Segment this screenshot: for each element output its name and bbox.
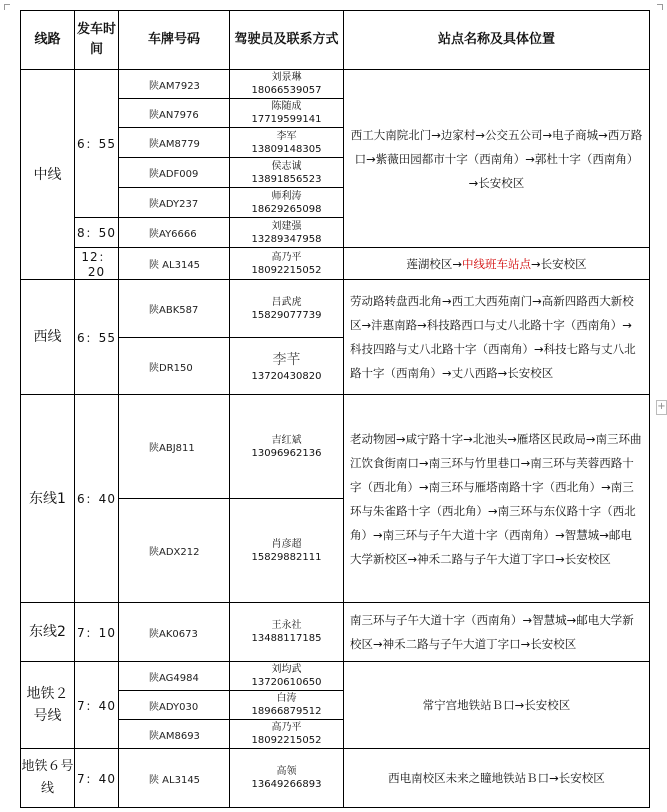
plate-number: 陕AM7923 [119, 70, 230, 99]
driver-phone: 13809148305 [251, 143, 322, 155]
route-name: 中线 [21, 70, 75, 280]
table-row [21, 395, 650, 499]
stops-description: 西工大南院北门→边家村→公交五公司→电子商城→西万路口→紫薇田园都市十字（西南角）→郭杜十字（西南角）→长安校区 [344, 70, 650, 248]
header-driver: 驾驶员及联系方式 [230, 11, 344, 70]
driver-name: 高乃平 [271, 722, 302, 733]
plate-number: 陕ADY030 [119, 691, 230, 720]
table-row [21, 280, 650, 338]
stops-description: 常宁宫地铁站Ｂ口→长安校区 [344, 662, 650, 749]
driver-phone: 18629265098 [251, 203, 322, 215]
driver-contact [230, 218, 344, 248]
driver-name: 吉红斌 [271, 434, 302, 446]
plate-number: 陕AK0673 [119, 603, 230, 662]
driver-name: 高领 [276, 766, 297, 777]
driver-name: 李军 [276, 130, 297, 142]
departure-time: 6：55 [75, 70, 119, 218]
page-corner-mark [4, 4, 10, 10]
driver-phone: 15829077739 [251, 309, 322, 321]
departure-time: 7：10 [75, 603, 119, 662]
driver-name: 王永社 [271, 620, 302, 631]
departure-time: 12：20 [75, 248, 119, 280]
route-name: 西线 [21, 280, 75, 395]
plate-number: 陕ADY237 [119, 188, 230, 218]
driver-name: 高乃平 [271, 251, 302, 263]
stops-description: 南三环与子午大道十字（西南角）→智慧城→邮电大学新校区→神禾二路与子午大道丁字口→长安校区 [344, 603, 650, 662]
driver-contact [230, 280, 344, 338]
driver-phone: 13649266893 [251, 779, 322, 790]
table-row [21, 662, 650, 691]
plate-number: 陕AY6666 [119, 218, 230, 248]
table-row [21, 70, 650, 99]
driver-name: 吕武虎 [271, 296, 302, 308]
driver-phone: 13488117185 [251, 633, 322, 644]
driver-contact [230, 603, 344, 662]
driver-contact [230, 691, 344, 720]
driver-name: 刘景琳 [271, 72, 302, 83]
driver-phone: 13720610650 [251, 677, 322, 688]
driver-phone: 18092215052 [251, 264, 322, 276]
driver-phone: 13289347958 [251, 233, 322, 245]
driver-contact [230, 99, 344, 128]
stops-description: 西电南校区未来之瞳地铁站Ｂ口→长安校区 [344, 749, 650, 808]
plate-number: 陕AN7976 [119, 99, 230, 128]
driver-contact [230, 188, 344, 218]
plate-number: 陕AG4984 [119, 662, 230, 691]
route-name: 地铁６号线 [21, 749, 75, 808]
bus-schedule-table [20, 10, 650, 808]
plate-number: 陕ABK587 [119, 280, 230, 338]
plate-number: 陕AM8693 [119, 720, 230, 749]
route-name: 地铁２号线 [21, 662, 75, 749]
driver-phone: 18092215052 [251, 735, 322, 746]
driver-phone: 13720430820 [251, 370, 322, 382]
plate-number: 陕 AL3145 [119, 749, 230, 808]
table-row [21, 603, 650, 662]
stops-description: 劳动路转盘西北角→西工大西苑南门→高新四路西大新校区→沣惠南路→科技路西口与丈八北路十字（西南角）→科技四路与丈八北路十字（西南角）→科技七路与丈八北路十字（西南角）→丈八西路→长安校区 [344, 280, 650, 395]
driver-phone: 15829882111 [251, 551, 322, 563]
driver-contact [230, 395, 344, 499]
plate-number: 陕ABJ811 [119, 395, 230, 499]
stops-description: 老动物园→咸宁路十字→北池头→雁塔区民政局→南三环曲江饮食街南口→南三环与竹里巷口→南三环与芙蓉西路十字（西北角）→南三环与雁塔南路十字（西北角）→南三环与朱雀路十字（西北角）→南三环与东仪路十字（西北角）→南三环与子午大道十字（西南角）→智慧城→邮电大学新校区→神禾二路与子午大道丁字口→长安校区 [344, 395, 650, 603]
plate-number: 陕ADX212 [119, 499, 230, 603]
header-route: 线路 [21, 11, 75, 70]
driver-contact [230, 128, 344, 158]
table-add-handle[interactable]: + [656, 400, 667, 415]
driver-name: 刘均武 [271, 664, 302, 675]
driver-name: 师利涛 [271, 190, 302, 202]
driver-contact [230, 662, 344, 691]
driver-contact [230, 158, 344, 188]
header-time: 发车时间 [75, 11, 119, 70]
driver-name: 白涛 [276, 693, 297, 704]
header-plate: 车牌号码 [119, 11, 230, 70]
driver-phone: 13891856523 [251, 173, 322, 185]
departure-time: 7：40 [75, 662, 119, 749]
table-row [21, 248, 650, 280]
stops-highlight: 中线班车站点 [462, 256, 531, 271]
route-name: 东线2 [21, 603, 75, 662]
driver-contact [230, 499, 344, 603]
stops-text: →长安校区 [531, 256, 587, 271]
driver-phone: 17719599141 [251, 114, 322, 125]
departure-time: 6：55 [75, 280, 119, 395]
departure-time: 8：50 [75, 218, 119, 248]
driver-name: 李芊 [272, 351, 301, 368]
header-stops: 站点名称及具体位置 [344, 11, 650, 70]
driver-phone: 18066539057 [251, 85, 322, 96]
driver-phone: 18966879512 [251, 706, 322, 717]
route-name: 东线1 [21, 395, 75, 603]
driver-name: 肖彦超 [271, 538, 302, 550]
departure-time: 7：40 [75, 749, 119, 808]
driver-phone: 13096962136 [251, 447, 322, 459]
driver-name: 侯志诚 [271, 160, 302, 172]
page-corner-mark [657, 4, 663, 10]
plate-number: 陕 AL3145 [119, 248, 230, 280]
driver-contact [230, 720, 344, 749]
plate-number: 陕DR150 [119, 338, 230, 395]
departure-time: 6：40 [75, 395, 119, 603]
driver-name: 刘建强 [271, 220, 302, 232]
plate-number: 陕AM8779 [119, 128, 230, 158]
stops-description [344, 248, 650, 280]
driver-contact [230, 70, 344, 99]
driver-contact [230, 749, 344, 808]
table-row [21, 749, 650, 808]
driver-name: 陈随成 [271, 101, 302, 112]
driver-contact [230, 338, 344, 395]
stops-text: 莲湖校区→ [406, 256, 462, 271]
driver-contact [230, 248, 344, 280]
header-row [21, 11, 650, 70]
plate-number: 陕ADF009 [119, 158, 230, 188]
